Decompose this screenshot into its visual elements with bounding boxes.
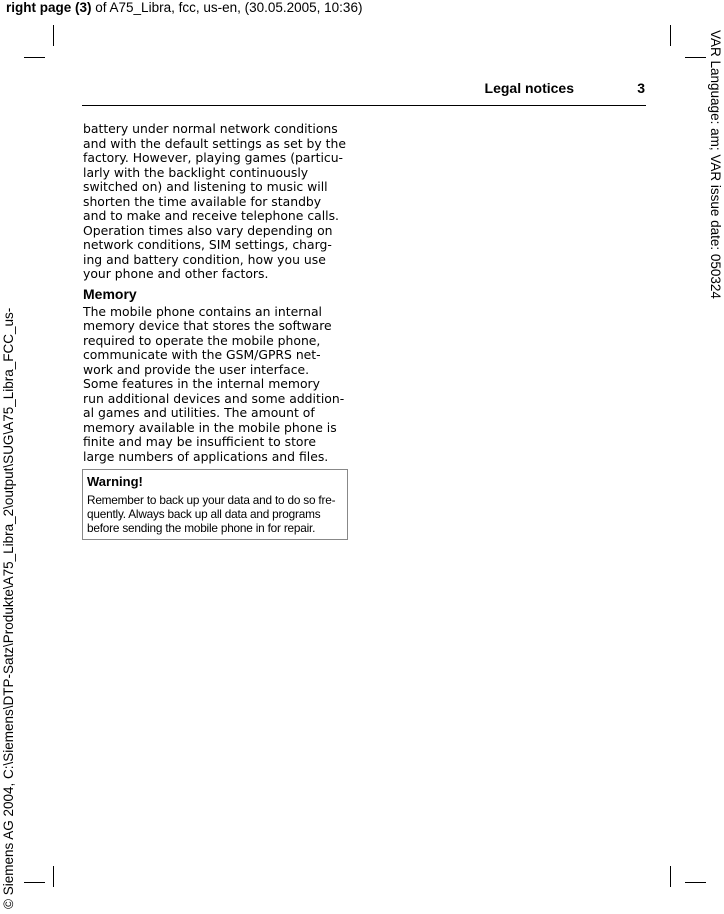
print-header-info: of A75_Libra, fcc, us-en, (30.05.2005, 10:36) [91,0,363,15]
text-line: and with the default settings as set by the [83,135,346,151]
text-line: large numbers of applications and files. [83,448,329,464]
text-line: and to make and receive telephone calls. [83,208,339,223]
text-line: battery under normal network conditions [83,121,338,136]
text-line: quently. Always back up all data and programs [87,507,321,521]
text-line: memory device that stores the software [83,318,332,333]
page-number: 3 [637,80,645,96]
crop-mark [685,882,706,883]
text-line: communicate with the GSM/GPRS net- [83,347,321,362]
text-line: required to operate the mobile phone, [83,332,321,348]
text-line: network conditions, SIM settings, charg- [83,237,332,252]
crop-mark [670,25,671,46]
text-line: larly with the backlight continuously [83,164,309,180]
text-line: Some features in the internal memory [83,376,320,391]
side-file-path: © Siemens AG 2004, C:\Siemens\DTP-Satz\Produkte\A75_Libra_2\output\SUG\A75_Libra_FCC_us- [1,307,16,909]
text-line: work and provide the user interface. [83,361,310,377]
crop-mark [24,882,45,883]
intro-paragraph [83,122,351,282]
text-line: finite and may be insufficient to store [83,434,316,449]
crop-mark [24,57,45,58]
text-line: factory. However, playing games (particu- [83,150,344,165]
side-variant-info: VAR Language: am; VAR issue date: 050324 [708,30,723,299]
crop-mark [685,57,706,58]
text-line: Remember to back up your data and to do so fre- [87,493,336,507]
text-line: The mobile phone contains an internal [83,303,322,319]
memory-heading: Memory [83,285,137,302]
text-line: ing and battery condition, how you use [83,251,326,267]
text-line: switched on) and listening to music will [83,179,328,194]
text-column [83,122,351,540]
print-header-page: right page (3) [6,0,92,15]
text-line: before sending the mobile phone in for repair. [87,521,316,535]
crop-mark [53,866,54,887]
warning-title: Warning! [87,474,143,489]
text-line: your phone and other factors. [83,266,269,281]
section-title: Legal notices [484,80,574,96]
crop-mark [670,866,671,887]
text-line: run additional devices and some addition- [83,390,345,406]
warning-box [82,469,348,540]
text-line: Operation times also vary depending on [83,222,333,238]
text-line: memory available in the mobile phone is [83,419,337,435]
text-line: shorten the time available for standby [83,193,322,209]
memory-paragraph [83,305,351,465]
crop-mark [53,25,54,46]
warning-text [87,493,343,535]
print-header [6,0,362,16]
running-head [82,79,646,106]
text-line: al games and utilities. The amount of [83,405,315,420]
